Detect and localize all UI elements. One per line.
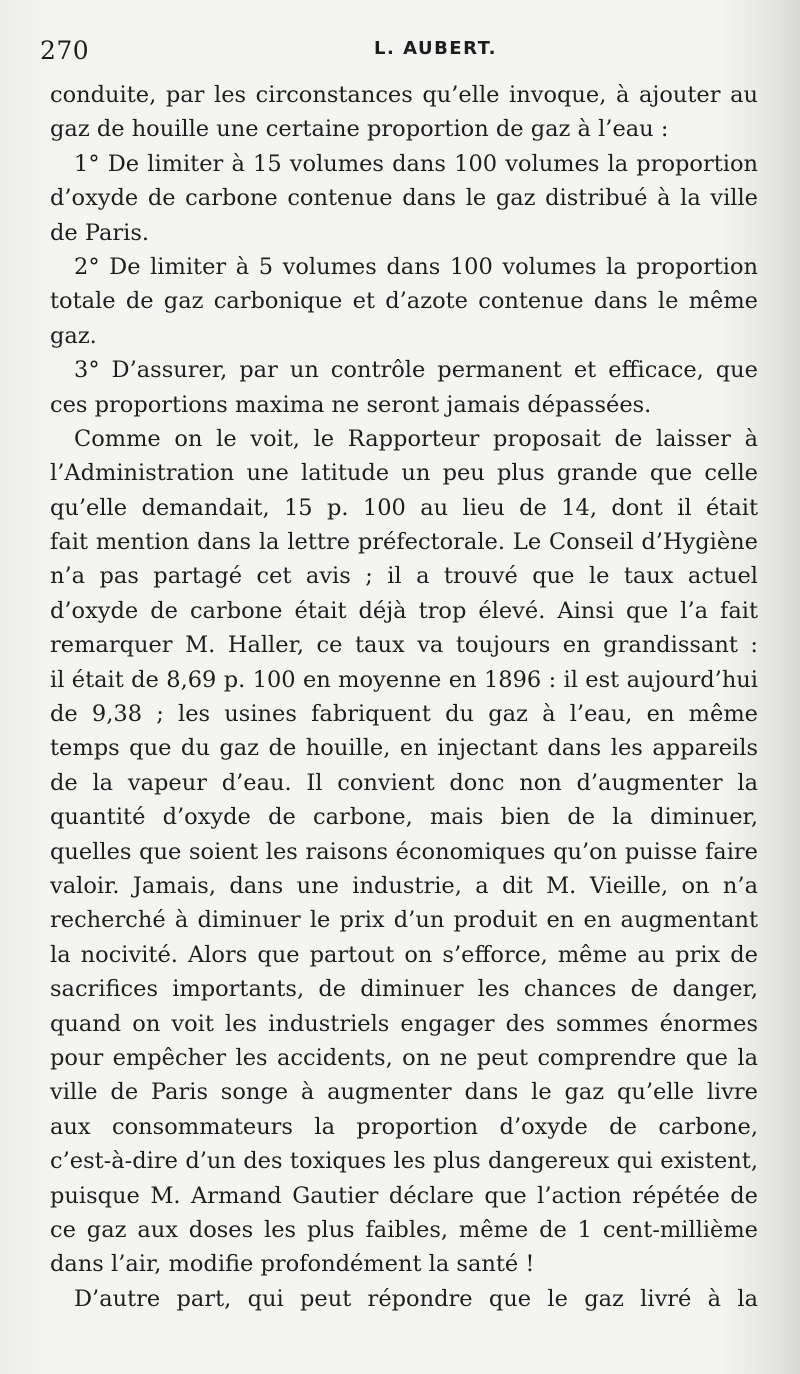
text-line: conduite, par les circonstances qu’elle invoque, à ajouter au — [50, 82, 758, 108]
text-line: d’oxyde de carbone était déjà trop élevé. Ainsi que l’a fait — [50, 597, 758, 624]
text-line: recherché à diminuer le prix d’un produit en en augmentant — [50, 907, 758, 934]
text-line: pour empêcher les accidents, on ne peut comprendre que la — [50, 1044, 758, 1071]
text-line: quantité d’oxyde de carbone, mais bien de la diminuer, — [50, 804, 758, 831]
body-text — [50, 78, 758, 1316]
text-line: gaz. — [50, 322, 97, 349]
running-head: L. AUBERT. — [374, 38, 498, 59]
text-line: aux consommateurs la proportion d’oxyde de carbone, — [50, 1113, 758, 1140]
text-line: ces proportions maxima ne seront jamais dépassées. — [50, 391, 652, 418]
page-header — [40, 36, 760, 68]
text-line: temps que du gaz de houille, en injectant dans les appareils — [50, 735, 758, 762]
text-line: quelles que soient les raisons économiques qu’on puisse faire — [50, 838, 758, 865]
text-line: puisque M. Armand Gautier déclare que l’action répétée de — [50, 1182, 758, 1209]
text-line: dans l’air, modifie profondément la santé ! — [50, 1251, 535, 1278]
text-line: la nocivité. Alors que partout on s’efforce, même au prix de — [50, 941, 758, 968]
text-line: de la vapeur d’eau. Il convient donc non d’augmenter la — [50, 769, 758, 796]
text-line: 1° De limiter à 15 volumes dans 100 volumes la proportion — [74, 150, 758, 177]
text-line: de Paris. — [50, 219, 150, 246]
text-line: de 9,38 ; les usines fabriquent du gaz à l’eau, en même — [50, 701, 758, 728]
text-line: remarquer M. Haller, ce taux va toujours en grandissant : — [50, 632, 758, 659]
text-line: qu’elle demandait, 15 p. 100 au lieu de 14, dont il était — [50, 494, 758, 521]
text-line: quand on voit les industriels engager des sommes énormes — [50, 1010, 758, 1037]
text-line: gaz de houille une certaine proportion de gaz à l’eau : — [50, 116, 669, 143]
text-line: n’a pas partagé cet avis ; il a trouvé que le taux actuel — [50, 563, 758, 590]
text-line: fait mention dans la lettre préfectorale. Le Conseil d’Hygiène — [50, 529, 758, 556]
text-line: totale de gaz carbonique et d’azote contenue dans le même — [50, 288, 758, 315]
text-line: D’autre part, qui peut répondre que le gaz livré à la — [74, 1285, 758, 1312]
text-line: ce gaz aux doses les plus faibles, même de 1 cent-millième — [50, 1216, 758, 1243]
text-line: l’Administration une latitude un peu plus grande que celle — [50, 460, 758, 487]
text-line: 2° De limiter à 5 volumes dans 100 volumes la proportion — [74, 253, 758, 280]
text-line: 3° D’assurer, par un contrôle permanent et efficace, que — [74, 357, 758, 384]
text-line: c’est-à-dire d’un des toxiques les plus dangereux qui existent, — [50, 1148, 758, 1175]
text-line: d’oxyde de carbone contenue dans le gaz distribué à la ville — [50, 185, 758, 212]
text-line: sacrifices importants, de diminuer les chances de danger, — [50, 976, 758, 1003]
text-line: il était de 8,69 p. 100 en moyenne en 1896 : il est aujourd’hui — [50, 666, 758, 693]
text-line: valoir. Jamais, dans une industrie, a dit M. Vieille, on n’a — [50, 872, 758, 899]
text-line: ville de Paris songe à augmenter dans le gaz qu’elle livre — [50, 1079, 758, 1106]
page-number: 270 — [40, 36, 90, 65]
text-line: Comme on le voit, le Rapporteur proposait de laisser à — [74, 425, 758, 452]
